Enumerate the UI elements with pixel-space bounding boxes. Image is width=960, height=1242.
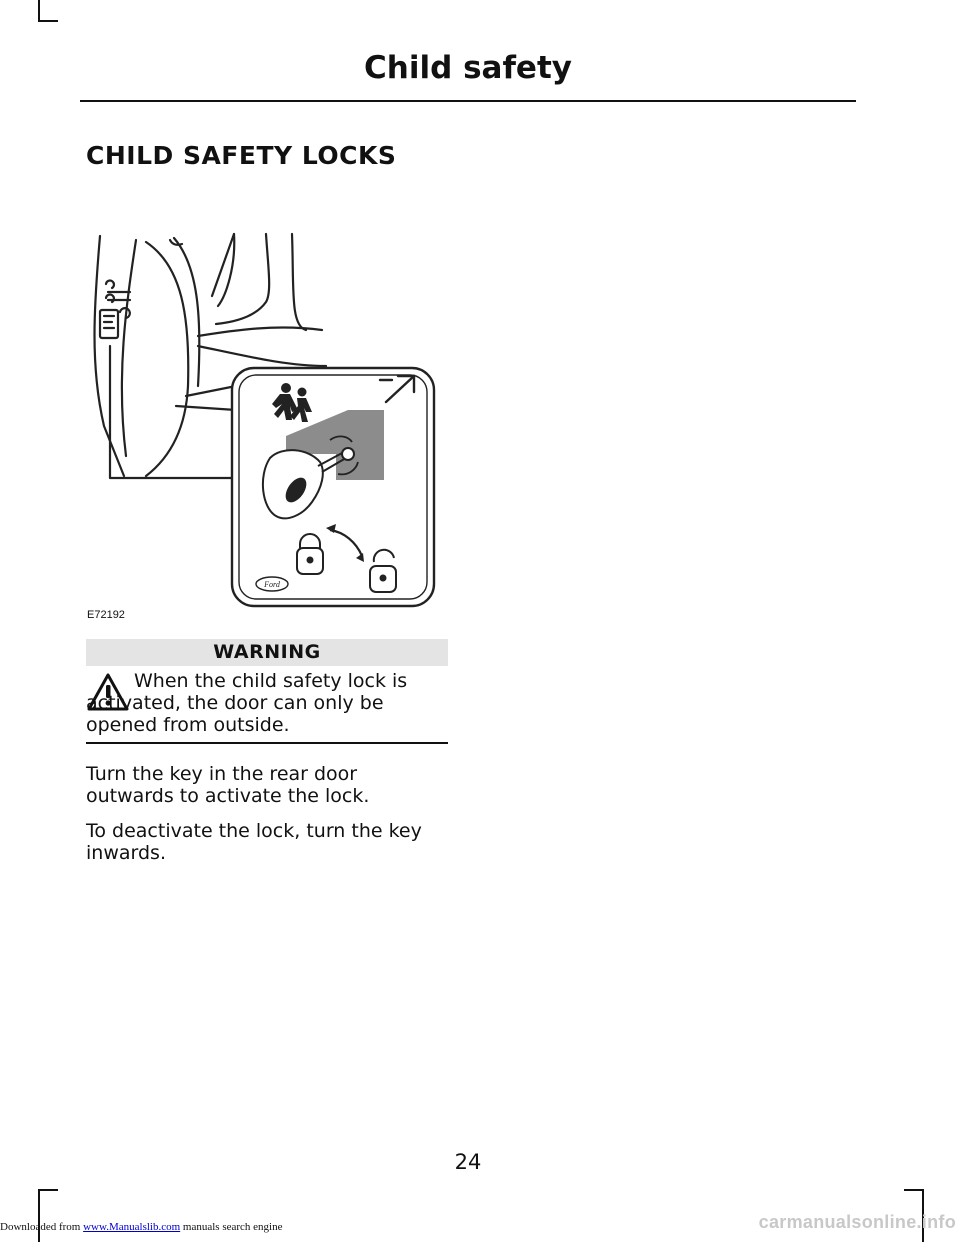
body-paragraph-1: Turn the key in the rear door outwards to activate the lock.	[86, 763, 370, 807]
page-header-title: Child safety	[364, 50, 572, 86]
warning-label: WARNING	[86, 639, 448, 666]
crop-mark-bottom-left-h	[38, 1189, 58, 1191]
crop-mark-top-left-v	[38, 0, 40, 22]
ford-logo-text: Ford	[264, 580, 280, 589]
footer-suffix: manuals search engine	[180, 1221, 283, 1233]
section-heading: CHILD SAFETY LOCKS	[86, 141, 397, 170]
warning-divider	[86, 742, 448, 744]
crop-mark-bottom-left-v	[38, 1189, 40, 1242]
crop-mark-top-left-h	[38, 20, 58, 22]
child-lock-illustration	[86, 226, 448, 626]
crop-mark-bottom-right-h	[904, 1189, 924, 1191]
figure-code: E72192	[87, 609, 125, 621]
body-paragraph-2: To deactivate the lock, turn the key inwards.	[86, 820, 422, 864]
header-divider	[80, 100, 856, 102]
page-number: 24	[454, 1150, 482, 1174]
footer-prefix: Downloaded from	[0, 1221, 84, 1233]
manualslib-link[interactable]: www.Manualslib.com	[83, 1221, 181, 1233]
watermark: carmanualsonline.info	[758, 1212, 956, 1232]
download-footer	[0, 1221, 282, 1233]
warning-text: When the child safety lock is activated, the door can only be opened from outside.	[86, 670, 408, 736]
